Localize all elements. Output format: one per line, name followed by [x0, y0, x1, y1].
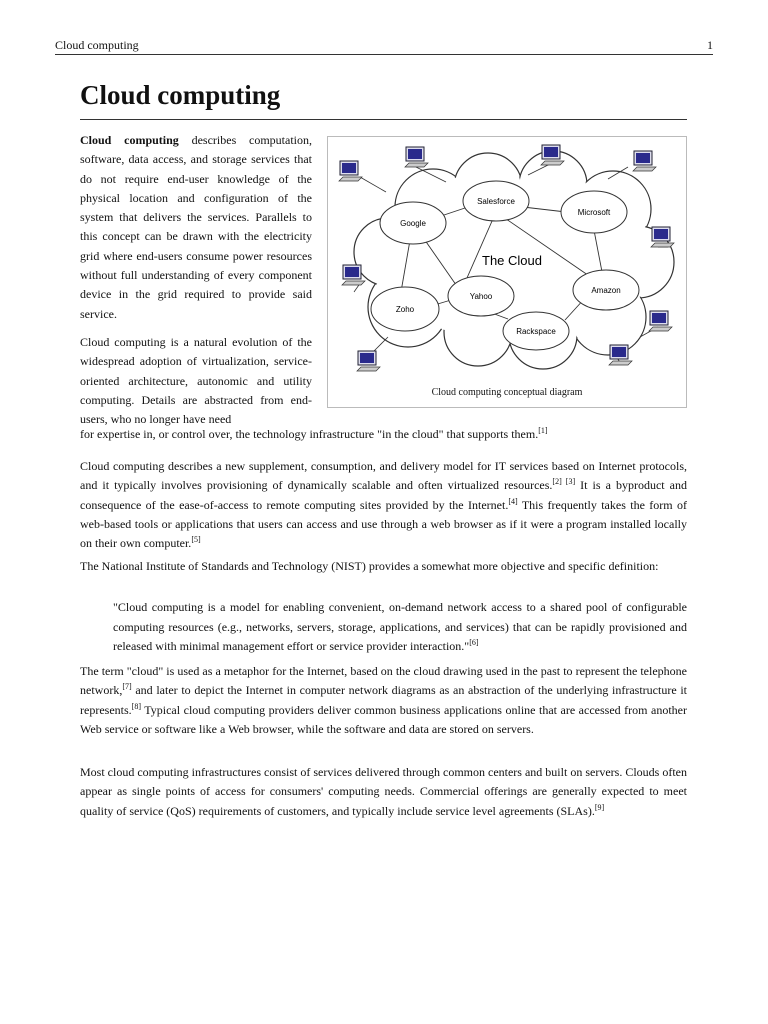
title-rule [80, 119, 687, 120]
text-run: This frequently takes the form of web-based tools or applications that users can access and use through a web browser as if it were a program installed locally on their own computer. [80, 497, 687, 551]
citation-link[interactable]: [7] [122, 682, 132, 692]
citation-link[interactable]: [2] [3] [552, 477, 576, 487]
figure-caption: Cloud computing conceptual diagram [431, 387, 583, 398]
intro-text: describes computation, software, data access, and storage services that do not require end-user knowledge of the physical location and configuration of the system that delivers the services. Parallels to this concept can be drawn with the electricity grid where end-users consume power resources without full understanding of every component device in the grid required to provide said service. [80, 133, 313, 321]
page-number: 1 [707, 38, 713, 52]
bold-term[interactable]: Cloud computing [80, 133, 179, 147]
citation-link[interactable]: [9] [594, 802, 605, 812]
infrastructure-paragraph [80, 763, 687, 821]
article-title: Cloud computing [80, 80, 281, 110]
citation-link[interactable]: [6] [469, 638, 479, 647]
text-run: Typical cloud computing providers deliver common business applications online that are accessed from another Web service or software like a Web browser, while the software and data are stored on servers. [80, 702, 687, 736]
cloud-label: The Cloud [482, 253, 542, 268]
evolution-paragraph-tail [80, 425, 687, 444]
node-label: Zoho [395, 305, 415, 314]
text-run: Most cloud computing infrastructures consist of services delivered through common centers and built on servers. Clouds often appear as single points of access for consumers' computing needs. Commercial offerings are generally expected to meet quality of service (QoS) requirements of customers, and typically include service level agreements (SLAs). [80, 765, 687, 818]
running-title: Cloud computing [55, 38, 139, 52]
citation-link[interactable]: [5] [191, 535, 201, 545]
metaphor-paragraph [80, 662, 687, 739]
citation-link[interactable]: [4] [508, 496, 518, 506]
page-header [55, 38, 713, 55]
citation-link[interactable]: [8] [131, 701, 141, 711]
computer-icon [649, 311, 672, 331]
computer-icon [633, 151, 656, 171]
computer-icon [357, 351, 380, 371]
citation-link[interactable]: [1] [538, 426, 548, 435]
computer-icon [405, 147, 428, 167]
computer-icon [651, 227, 674, 247]
text-run: Cloud computing describes a new supplement, consumption, and delivery model for IT services based on Internet protocols, and it typically involves provisioning of dynamically scalable and often virtualized resources. [80, 459, 687, 493]
evolution-tail-text: for expertise in, or control over, the technology infrastructure "in the cloud" that supports them. [80, 427, 539, 441]
nist-definition-quote [113, 598, 687, 657]
node-label: Rackspace [516, 327, 556, 336]
text-run: It is a byproduct and consequence of the ease-of-access to remote computing sites provided by the Internet. [80, 478, 688, 512]
quote-text: "Cloud computing is a model for enabling convenient, on-demand network access to a shared pool of configurable computing resources (e.g., networks, servers, storage, applications, and services) that can be rapidly provisioned and released with minimal management effort or service provider interaction." [113, 600, 687, 653]
cloud-diagram [328, 137, 688, 409]
node-label: Amazon [591, 286, 621, 295]
node-label: Salesforce [477, 197, 515, 206]
evolution-paragraph: Cloud computing is a natural evolution of the widespread adoption of virtualization, service-oriented architecture, autonomic and utility computing. Details are abstracted from end-users, who no longer have need [80, 335, 312, 427]
node-label: Microsoft [577, 208, 611, 217]
node-label: Google [400, 219, 426, 228]
intro-paragraph [80, 131, 312, 324]
text-run: and later to depict the Internet in computer network diagrams as an abstraction of the underlying infrastructure it represents. [80, 683, 687, 717]
node-label: Yahoo [469, 292, 493, 301]
cloud-diagram-figure [327, 136, 687, 408]
delivery-model-paragraph [80, 457, 687, 553]
text-run: The term "cloud" is used as a metaphor for the Internet, based on the cloud drawing used in the past to represent the telephone network, [80, 664, 687, 698]
nist-paragraph: The National Institute of Standards and Technology (NIST) provides a somewhat more objective and specific definition: [80, 559, 659, 573]
computer-icon [339, 161, 362, 181]
